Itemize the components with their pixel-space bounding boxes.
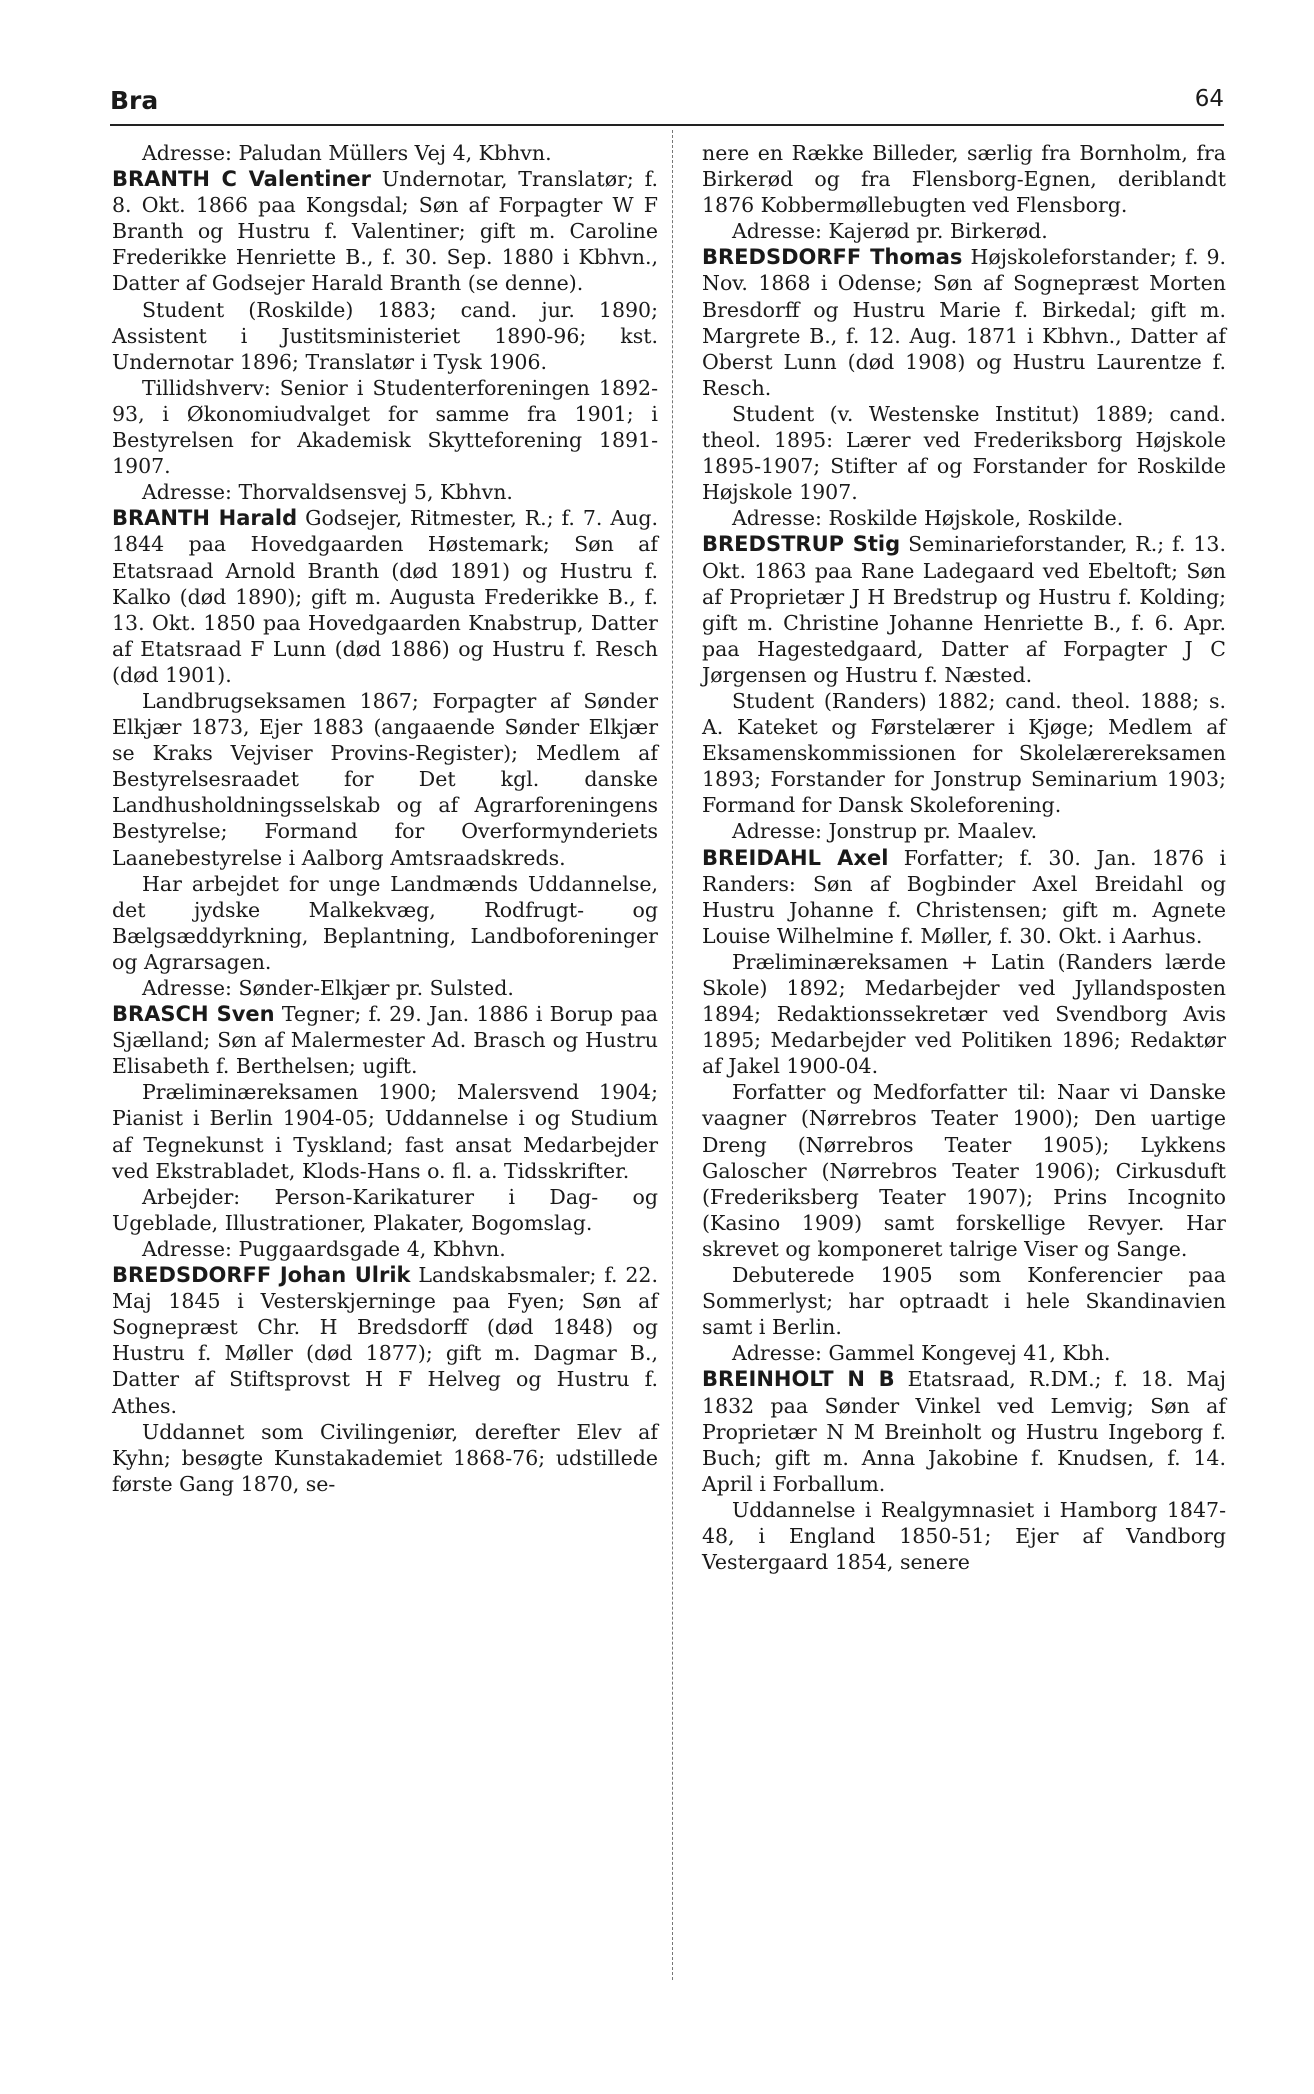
entry-text: Undernotar, Translatør; f. 8. Okt. 1866 paa Kongsdal; Søn af Forpagter W F Branth og Hustru f. Valentiner; gift m. Caroline Frederikke Henriette B., f. 30. Sep. 1880 i Kbhvn., Datter af Godsejer Harald Branth (se denne). xyxy=(112,167,658,296)
left-column xyxy=(112,140,658,1497)
entry-text: Godsejer, Ritmester, R.; f. 7. Aug. 1844 paa Hovedgaarden Høstemark; Søn af Etatsraad Arnold Branth (død 1891) og Hustru f. Kalko (død 1890); gift m. Augusta Frederikke B., f. 13. Okt. 1850 paa Hovedgaarden Knabstrup, Datter af Etatsraad F Lunn (død 1886) og Hustru f. Resch (død 1901). xyxy=(112,506,658,687)
text-paragraph xyxy=(112,1419,658,1497)
entry-text: Tillidshverv: Senior i Studenterforeningen 1892-93, i Økonomiudvalget for samme fra 1901; i Bestyrelsen for Akademisk Skytteforening 1891-1907. xyxy=(112,375,658,479)
text-paragraph xyxy=(112,140,658,166)
entry-text: Landbrugseksamen 1867; Forpagter af Sønder Elkjær 1873, Ejer 1883 (angaaende Sønder Elkjær se Kraks Vejviser Provins-Register); Medlem af Bestyrelsesraadet for Det kgl. danske Landhusholdningsselskab og af Agrarforeningens Bestyrelse; Formand for Overformynderiets Laanebestyrelse i Aalborg Amtsraadskreds. xyxy=(112,688,658,870)
entry-text: Landskabsmaler; f. 22. Maj 1845 i Vesterskjerninge paa Fyen; Søn af Sognepræst Chr. H Bredsdorff (død 1848) og Hustru f. Møller (død 1877); gift m. Dagmar B., Datter af Stiftsprovst H F Helveg og Hustru f. Athes. xyxy=(112,1263,658,1418)
entry-text: Forfatter og Medforfatter til: Naar vi Danske vaagner (Nørrebros Teater 1900); Den uartige Dreng (Nørrebros Teater 1905); Lykkens Galoscher (Nørrebros Teater 1906); Cirkusduft (Frederiksberg Teater 1907); Prins Incognito (Kasino 1909) samt forskellige Revyer. Har skrevet og komponeret talrige Viser og Sange. xyxy=(702,1080,1226,1261)
text-paragraph xyxy=(702,818,1226,844)
text-paragraph xyxy=(702,1079,1226,1262)
entry-text: Debuterede 1905 som Konferencier paa Sommerlyst; har optraadt i hele Skandinavien samt i Berlin. xyxy=(702,1263,1226,1340)
text-paragraph xyxy=(112,1184,658,1236)
entry-paragraph xyxy=(112,166,658,296)
text-paragraph xyxy=(112,1079,658,1183)
entry-headword: BREDSDORFF Johan Ulrik xyxy=(112,1263,411,1288)
entry-text: Adresse: Puggaardsgade 4, Kbhvn. xyxy=(142,1236,506,1261)
text-paragraph xyxy=(112,297,658,375)
entry-paragraph xyxy=(702,1366,1226,1496)
entry-text: Forfatter; f. 30. Jan. 1876 i Randers: Søn af Bogbinder Axel Breidahl og Hustru Johanne f. Christensen; gift m. Agnete Louise Wilhelmine f. Møller, f. 30. Okt. i Aarhus. xyxy=(702,845,1226,948)
entry-text: Adresse: Paludan Müllers Vej 4, Kbhvn. xyxy=(142,141,552,165)
entry-headword: BREDSDORFF Thomas xyxy=(702,245,963,270)
text-paragraph xyxy=(112,1236,658,1262)
entry-text: Adresse: Roskilde Højskole, Roskilde. xyxy=(732,506,1124,531)
text-paragraph xyxy=(702,1497,1226,1575)
text-paragraph xyxy=(702,505,1226,531)
text-paragraph xyxy=(702,949,1226,1079)
column-divider xyxy=(672,130,673,1980)
entry-text: Præliminæreksamen 1900; Malersvend 1904; Pianist i Berlin 1904-05; Uddannelse i og Studium af Tegnekunst i Tyskland; fast ansat Medarbejder ved Ekstrabladet, Klods-Hans o. fl. a. Tidsskrifter. xyxy=(112,1080,658,1183)
entry-paragraph xyxy=(112,505,658,688)
entry-text: Adresse: Jonstrup pr. Maalev. xyxy=(732,819,1038,844)
running-head: Bra xyxy=(110,86,159,115)
entry-text: Uddannelse i Realgymnasiet i Hamborg 1847-48, i England 1850-51; Ejer af Vandborg Vestergaard 1854, senere xyxy=(702,1497,1226,1575)
entry-headword: BREDSTRUP Stig xyxy=(702,532,901,557)
entry-text: Adresse: Thorvaldsensvej 5, Kbhvn. xyxy=(142,480,513,505)
entry-paragraph xyxy=(112,1262,658,1419)
entry-text: Præliminæreksamen + Latin (Randers lærde Skole) 1892; Medarbejder ved Jyllandsposten 1894; Redaktionssekretær ved Svendborg Avis 1895; Medarbejder ved Politiken 1896; Redaktør af Jakel 1900-04. xyxy=(702,949,1226,1079)
text-paragraph xyxy=(702,401,1226,505)
entry-headword: BRANTH C Valentiner xyxy=(112,167,372,192)
text-paragraph xyxy=(702,140,1226,218)
entry-headword: BREINHOLT N B xyxy=(702,1367,895,1392)
text-paragraph xyxy=(112,479,658,505)
entry-headword: BRANTH Harald xyxy=(112,506,298,531)
page-header xyxy=(110,86,1224,122)
entry-text: Student (v. Westenske Institut) 1889; cand. theol. 1895: Lærer ved Frederiksborg Højskole 1895-1907; Stifter af og Forstander for Roskilde Højskole 1907. xyxy=(702,401,1226,505)
entry-paragraph xyxy=(702,531,1226,688)
text-paragraph xyxy=(702,688,1226,818)
entry-text: Seminarieforstander, R.; f. 13. Okt. 1863 paa Rane Ladegaard ved Ebeltoft; Søn af Proprietær J H Bredstrup og Hustru f. Kolding; gift m. Christine Johanne Henriette B., f. 6. Apr. paa Hagestedgaard, Datter af Forpagter J C Jørgensen og Hustru f. Næsted. xyxy=(702,532,1226,687)
entry-text: Adresse: Gammel Kongevej 41, Kbh. xyxy=(732,1341,1111,1366)
text-paragraph xyxy=(702,1262,1226,1340)
entry-text: Etatsraad, R.DM.; f. 18. Maj 1832 paa Sønder Vinkel ved Lemvig; Søn af Proprietær N M Breinholt og Hustru Ingeborg f. Buch; gift m. Anna Jakobine f. Knudsen, f. 14. April i Forballum. xyxy=(702,1367,1226,1496)
entry-text: Adresse: Kajerød pr. Birkerød. xyxy=(732,219,1048,244)
text-paragraph xyxy=(112,871,658,975)
text-paragraph xyxy=(702,1340,1226,1366)
entry-text: Arbejder: Person-Karikaturer i Dag- og Ugeblade, Illustrationer, Plakater, Bogomslag. xyxy=(112,1184,658,1235)
header-rule xyxy=(110,124,1224,126)
entry-paragraph xyxy=(112,1001,658,1079)
entry-headword: BRASCH Sven xyxy=(112,1002,275,1027)
entry-text: Uddannet som Civilingeniør, derefter Elev af Kyhn; besøgte Kunstakademiet 1868-76; udstillede første Gang 1870, se- xyxy=(112,1419,658,1496)
text-paragraph xyxy=(702,218,1226,244)
text-paragraph xyxy=(112,688,658,871)
entry-text: Adresse: Sønder-Elkjær pr. Sulsted. xyxy=(142,976,514,1000)
entry-headword: BREIDAHL Axel xyxy=(702,845,889,870)
entry-paragraph xyxy=(702,244,1226,401)
entry-text: Højskoleforstander; f. 9. Nov. 1868 i Odense; Søn af Sognepræst Morten Bresdorff og Hustru Marie f. Birkedal; gift m. Margrete B., f. 12. Aug. 1871 i Kbhvn., Datter af Oberst Lunn (død 1908) og Hustru Laurentze f. Resch. xyxy=(702,245,1227,400)
page-number: 64 xyxy=(1194,86,1224,112)
right-column xyxy=(702,140,1226,1575)
text-paragraph xyxy=(112,375,658,479)
entry-text: Student (Randers) 1882; cand. theol. 1888; s. A. Kateket og Førstelærer i Kjøge; Medlem af Eksamenskommissionen for Skolelærereksamen 1893; Forstander for Jonstrup Seminarium 1903; Formand for Dansk Skoleforening. xyxy=(702,688,1226,818)
entry-paragraph xyxy=(702,845,1226,949)
entry-text: Tegner; f. 29. Jan. 1886 i Borup paa Sjælland; Søn af Malermester Ad. Brasch og Hustru Elisabeth f. Berthelsen; ugift. xyxy=(112,1002,659,1079)
entry-text: Har arbejdet for unge Landmænds Uddannelse, det jydske Malkekvæg, Rodfrugt- og Bælgsæddyrkning, Beplantning, Landboforeninger og Agrarsagen. xyxy=(112,871,658,974)
entry-text: nere en Række Billeder, særlig fra Bornholm, fra Birkerød og fra Flensborg-Egnen, deriblandt 1876 Kobbermøllebugten ved Flensborg. xyxy=(702,141,1226,218)
text-paragraph xyxy=(112,975,658,1001)
entry-text: Student (Roskilde) 1883; cand. jur. 1890; Assistent i Justitsministeriet 1890-96; kst. Undernotar 1896; Translatør i Tysk 1906. xyxy=(112,297,658,374)
